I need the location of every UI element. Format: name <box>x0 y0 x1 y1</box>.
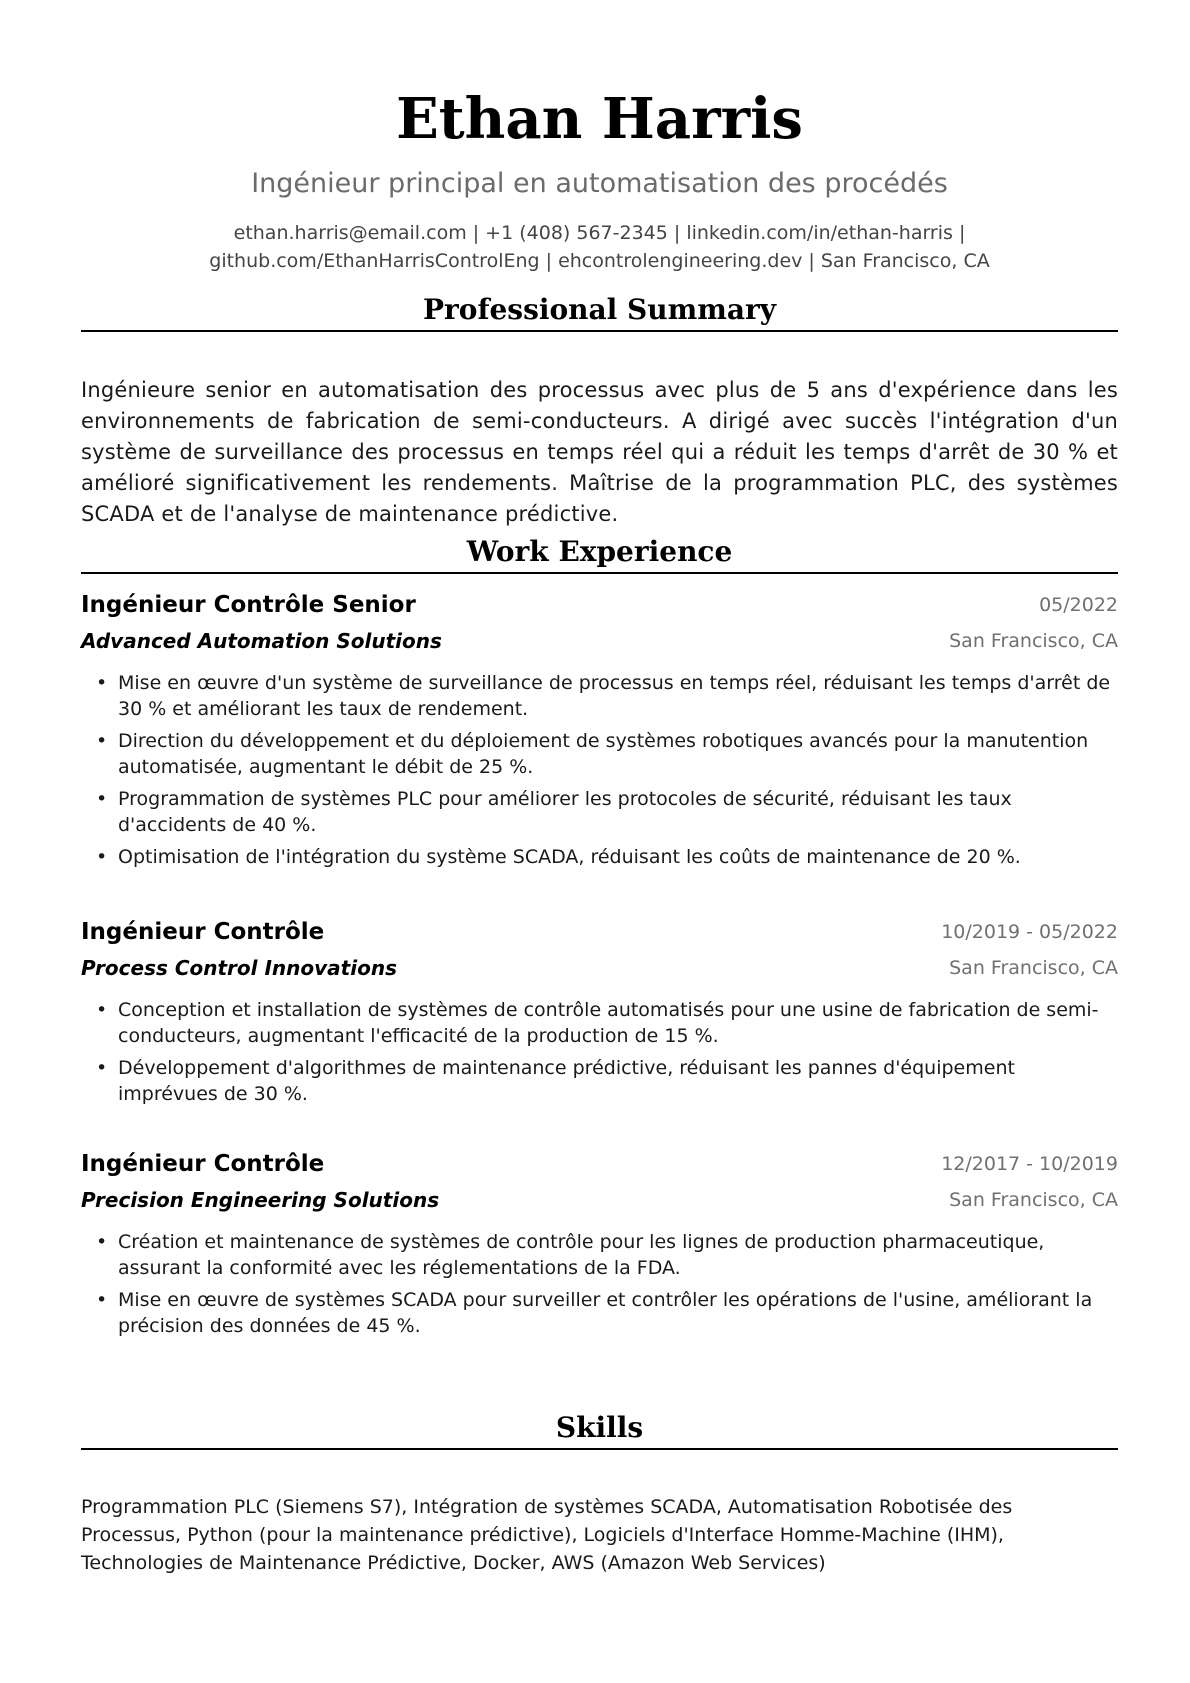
summary-divider <box>81 330 1118 332</box>
job-bullet: • Programmation de systèmes PLC pour améliorer les protocoles de sécurité, réduisant les taux d'accidents de 40 %. <box>81 786 1118 838</box>
job-date: 10/2019 - 05/2022 <box>941 921 1118 943</box>
contact-line-1: ethan.harris@email.com | +1 (408) 567-2345 | linkedin.com/in/ethan-harris | <box>233 222 966 244</box>
contact-info <box>81 219 1118 275</box>
job-entry <box>81 588 1118 868</box>
job-entry <box>81 1147 1118 1337</box>
job-title: Ingénieur Contrôle Senior <box>81 592 416 618</box>
candidate-title: Ingénieur principal en automatisation des procédés <box>251 168 948 199</box>
experience-divider <box>81 572 1118 574</box>
job-company: Advanced Automation Solutions <box>81 629 442 653</box>
job-company: Precision Engineering Solutions <box>81 1188 440 1212</box>
job-bullets <box>81 670 1118 876</box>
job-bullet: • Mise en œuvre de systèmes SCADA pour surveiller et contrôler les opérations de l'usine, améliorant la précision des données de 45 %. <box>81 1287 1118 1339</box>
experience-heading: Work Experience <box>466 535 733 568</box>
summary-text: Ingénieure senior en automatisation des processus avec plus de 5 ans d'expérience dans les environnements de fabrication de semi-conducteurs. A dirigé avec succès l'intégration d'un système de surveillance des processus en temps réel qui a réduit les temps d'arrêt de 30 % et amélioré significativement les rendements. Maîtrise de la programmation PLC, des systèmes SCADA et de l'analyse de maintenance prédictive. <box>81 378 1118 526</box>
job-date: 12/2017 - 10/2019 <box>941 1153 1118 1175</box>
job-bullet: • Développement d'algorithmes de maintenance prédictive, réduisant les pannes d'équipement imprévues de 30 %. <box>81 1055 1118 1107</box>
job-header-row <box>81 1147 1118 1183</box>
job-company: Process Control Innovations <box>81 956 397 980</box>
job-location: San Francisco, CA <box>949 957 1118 979</box>
candidate-name: Ethan Harris <box>396 86 803 152</box>
job-date: 05/2022 <box>1039 594 1118 616</box>
job-location: San Francisco, CA <box>949 1189 1118 1211</box>
job-location: San Francisco, CA <box>949 630 1118 652</box>
job-bullet: • Conception et installation de systèmes de contrôle automatisés pour une usine de fabrication de semi-conducteurs, augmentant l'efficacité de la production de 15 %. <box>81 997 1118 1049</box>
contact-line-2: github.com/EthanHarrisControlEng | ehcontrolengineering.dev | San Francisco, CA <box>209 250 990 272</box>
job-bullet: • Direction du développement et du déploiement de systèmes robotiques avancés pour la manutention automatisée, augmentant le débit de 25 %. <box>81 728 1118 780</box>
job-bullets <box>81 1229 1118 1345</box>
job-entry <box>81 915 1118 1105</box>
summary-heading: Professional Summary <box>422 293 777 326</box>
skills-heading: Skills <box>555 1411 644 1444</box>
job-title: Ingénieur Contrôle <box>81 919 325 945</box>
job-company-row <box>81 1183 1118 1219</box>
job-bullet: • Création et maintenance de systèmes de contrôle pour les lignes de production pharmaceutique, assurant la conformité avec les réglementations de la FDA. <box>81 1229 1118 1281</box>
skills-divider <box>81 1448 1118 1450</box>
job-header-row <box>81 915 1118 951</box>
job-bullets <box>81 997 1118 1113</box>
job-header-row <box>81 588 1118 624</box>
job-bullet: • Mise en œuvre d'un système de surveillance de processus en temps réel, réduisant les temps d'arrêt de 30 % et améliorant les taux de rendement. <box>81 670 1118 722</box>
job-company-row <box>81 951 1118 987</box>
job-company-row <box>81 624 1118 660</box>
skills-text: Programmation PLC (Siemens S7), Intégration de systèmes SCADA, Automatisation Robotisée des Processus, Python (pour la maintenance prédictive), Logiciels d'Interface Homme-Machine (IHM), Technologies de Maintenance Prédictive, Docker, AWS (Amazon Web Services) <box>81 1496 1013 1574</box>
job-title: Ingénieur Contrôle <box>81 1151 325 1177</box>
job-bullet: • Optimisation de l'intégration du système SCADA, réduisant les coûts de maintenance de 20 %. <box>81 844 1118 870</box>
